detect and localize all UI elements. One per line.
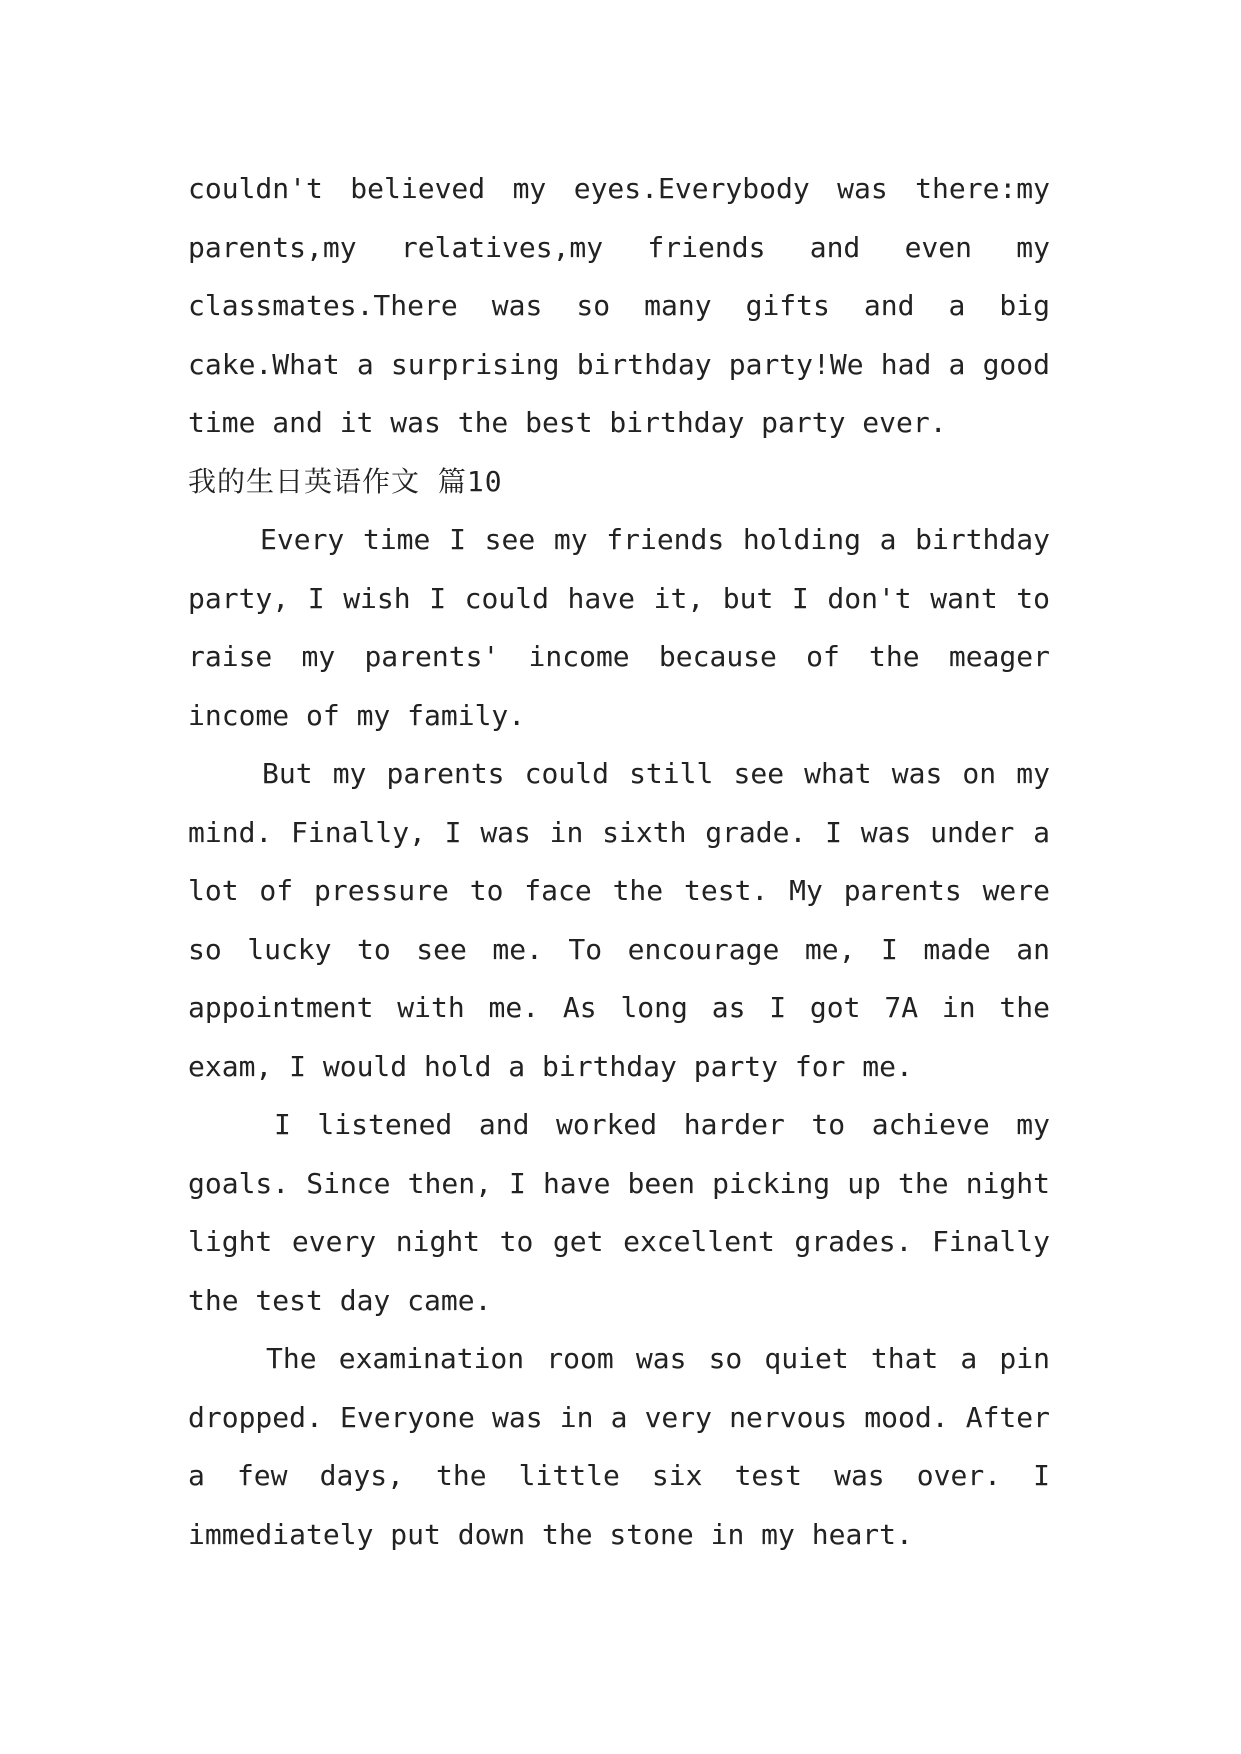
paragraph-first-line: Every time I see my friends holding a birthday bbox=[260, 523, 1050, 556]
text-line: so lucky to see me. To encourage me, I made an bbox=[188, 932, 1050, 966]
paragraph-first-line: But my parents could still see what was on my bbox=[262, 757, 1050, 790]
text-line: couldn't believed my eyes.Everybody was there:my bbox=[188, 172, 1050, 205]
text-line: raise my parents' income because of the meager bbox=[188, 640, 1050, 673]
paragraph-first-line: I listened and worked harder to achieve my bbox=[274, 1108, 1050, 1141]
document-body bbox=[188, 160, 1050, 1564]
text-line: parents,my relatives,my friends and even my bbox=[188, 230, 1050, 264]
text-line: exam, I would hold a birthday party for me. bbox=[188, 1049, 913, 1083]
text-line: light every night to get excellent grades. Finally bbox=[188, 1225, 1050, 1258]
text-line: dropped. Everyone was in a very nervous mood. After bbox=[188, 1400, 1050, 1434]
paragraph-first-line: The examination room was so quiet that a pin bbox=[266, 1342, 1050, 1375]
text-line: time and it was the best birthday party ever. bbox=[188, 406, 947, 439]
text-line: the test day came. bbox=[188, 1283, 492, 1317]
text-line: a few days, the little six test was over. I bbox=[188, 1459, 1050, 1492]
text-line: classmates.There was so many gifts and a big bbox=[188, 289, 1050, 322]
text-line: income of my family. bbox=[188, 698, 526, 732]
text-line: party, I wish I could have it, but I don't want to bbox=[188, 581, 1050, 615]
text-line: goals. Since then, I have been picking up the night bbox=[188, 1166, 1050, 1200]
text-line: lot of pressure to face the test. My parents were bbox=[188, 874, 1050, 907]
text-line: appointment with me. As long as I got 7A in the bbox=[188, 991, 1050, 1024]
section-heading: 我的生日英语作文 篇10 bbox=[188, 464, 503, 498]
text-line: mind. Finally, I was in sixth grade. I was under a bbox=[188, 815, 1050, 849]
text-line: immediately put down the stone in my heart. bbox=[188, 1517, 913, 1551]
text-line: cake.What a surprising birthday party!We had a good bbox=[188, 347, 1050, 381]
